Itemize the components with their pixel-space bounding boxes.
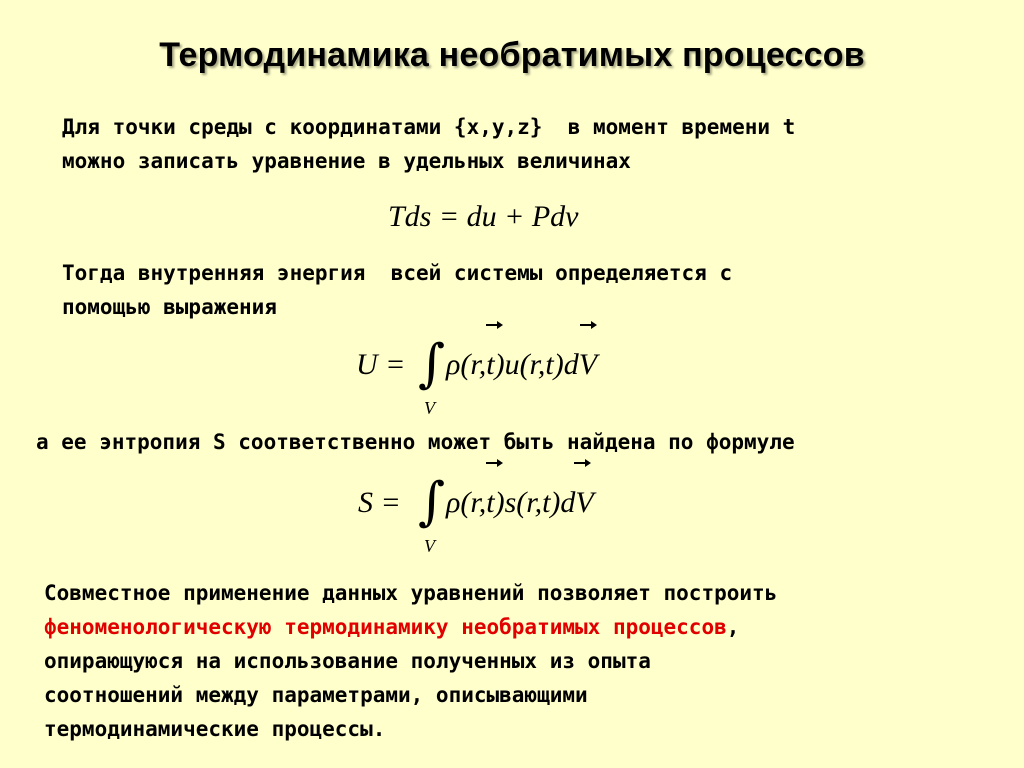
vector-arrow-icon <box>579 320 597 330</box>
gibbs-equation: Tds = du + Pdv <box>388 200 579 233</box>
energy-formula-body: ρ(r,t)u(r,t)dV <box>446 348 598 381</box>
entropy-formula-body: ρ(r,t)s(r,t)dV <box>446 486 594 519</box>
conclusion-comma: , <box>726 615 740 639</box>
integral-sign-icon: ∫ <box>418 334 446 394</box>
conclusion-line-3: опирающуюся на использование полученных из опыта <box>44 649 651 673</box>
internal-energy-paragraph <box>62 256 732 324</box>
entropy-formula-lhs: S = <box>358 486 401 519</box>
conclusion-line-1: Совместное применение данных уравнений позволяет построить <box>44 581 778 605</box>
vector-arrow-icon <box>573 458 591 468</box>
conclusion-paragraph <box>44 576 777 746</box>
entropy-integral-subscript: V <box>424 536 435 556</box>
conclusion-line-5: термодинамические процессы. <box>44 717 386 741</box>
conclusion-line-4: соотношений между параметрами, описывающими <box>44 683 588 707</box>
entropy-paragraph: а ее энтропия S соответственно может быть найдена по формуле <box>36 430 795 454</box>
energy-integral-subscript: V <box>424 398 435 418</box>
energy-formula-lhs: U = <box>356 348 406 381</box>
intro-line-1: Для точки среды с координатами {x,y,z} в момент времени t <box>62 115 796 139</box>
energy-line-1: Тогда внутренняя энергия всей системы определяется с <box>62 261 733 285</box>
intro-line-2: можно записать уравнение в удельных величинах <box>62 149 631 173</box>
vector-arrow-icon <box>485 458 503 468</box>
highlighted-term: феноменологическую термодинамику необратимых процессов <box>44 615 727 639</box>
slide-title: Термодинамика необратимых процессов <box>159 36 865 74</box>
intro-paragraph <box>62 110 795 178</box>
integral-sign-icon: ∫ <box>418 472 446 532</box>
vector-arrow-icon <box>485 320 503 330</box>
energy-line-2: помощью выражения <box>62 295 277 319</box>
